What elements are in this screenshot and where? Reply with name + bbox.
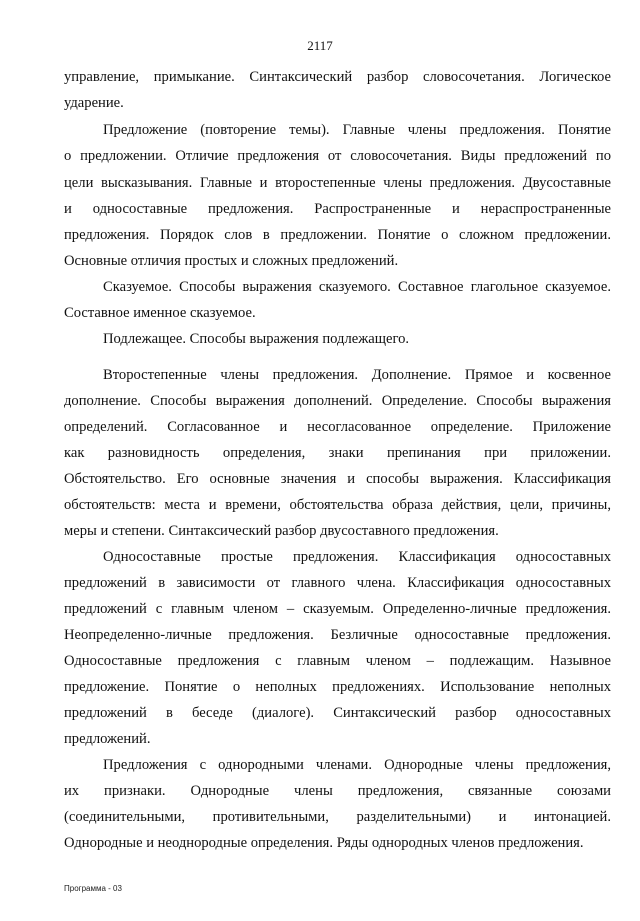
text-line: Неопределенно-личные предложения. Безличные односоставные предложения. bbox=[64, 627, 611, 643]
text-line: ударение. bbox=[64, 95, 124, 111]
text-line: обстоятельств: места и времени, обстоятельства образа действия, цели, причины, bbox=[64, 497, 611, 513]
page-footer: Программа - 03 bbox=[64, 884, 122, 893]
text-line: предложений с главным членом – сказуемым. Определенно-личные предложения. bbox=[64, 601, 611, 617]
page-number: 2117 bbox=[307, 38, 333, 53]
paragraph-start-line: Подлежащее. Способы выражения подлежащего. bbox=[103, 331, 410, 347]
paragraph-start-line: Сказуемое. Способы выражения сказуемого. Составное глагольное сказуемое. bbox=[103, 279, 611, 295]
paragraph-start-line: Второстепенные члены предложения. Дополнение. Прямое и косвенное bbox=[103, 367, 611, 383]
text-line: Составное именное сказуемое. bbox=[64, 305, 256, 321]
paragraph-start-line: Предложения с однородными членами. Однородные члены предложения, bbox=[103, 757, 611, 773]
text-line: предложение. Понятие о неполных предложениях. Использование неполных bbox=[64, 679, 611, 695]
text-line: дополнение. Способы выражения дополнений. Определение. Способы выражения bbox=[64, 393, 611, 409]
text-line: как разновидность определения, знаки препинания при приложении. bbox=[64, 445, 611, 461]
text-line: предложений. bbox=[64, 731, 151, 747]
paragraph-start-line: Односоставные простые предложения. Классификация односоставных bbox=[103, 549, 611, 565]
text-line: и односоставные предложения. Распространенные и нераспространенные bbox=[64, 201, 611, 217]
text-line: управление, примыкание. Синтаксический разбор словосочетания. Логическое bbox=[64, 69, 611, 85]
text-line: определений. Согласованное и несогласованное определение. Приложение bbox=[64, 419, 611, 435]
text-line: меры и степени. Синтаксический разбор двусоставного предложения. bbox=[64, 523, 499, 539]
text-line: Обстоятельство. Его основные значения и способы выражения. Классификация bbox=[64, 471, 611, 487]
text-line: (соединительными, противительными, разделительными) и интонацией. bbox=[64, 809, 611, 825]
text-line: предложения. Порядок слов в предложении. Понятие о сложном предложении. bbox=[64, 227, 611, 243]
text-line: Основные отличия простых и сложных предложений. bbox=[64, 253, 399, 269]
text-line: их признаки. Однородные члены предложения, связанные союзами bbox=[64, 783, 611, 799]
text-line: цели высказывания. Главные и второстепенные члены предложения. Двусоставные bbox=[64, 175, 611, 191]
text-line: предложений в зависимости от главного члена. Классификация односоставных bbox=[64, 575, 611, 591]
text-line: Однородные и неоднородные определения. Ряды однородных членов предложения. bbox=[64, 835, 584, 851]
text-line: предложений в беседе (диалоге). Синтаксический разбор односоставных bbox=[64, 705, 611, 721]
text-line: о предложении. Отличие предложения от словосочетания. Виды предложений по bbox=[64, 148, 611, 164]
text-line: Односоставные предложения с главным членом – подлежащим. Назывное bbox=[64, 653, 611, 669]
paragraph-start-line: Предложение (повторение темы). Главные члены предложения. Понятие bbox=[103, 122, 611, 138]
